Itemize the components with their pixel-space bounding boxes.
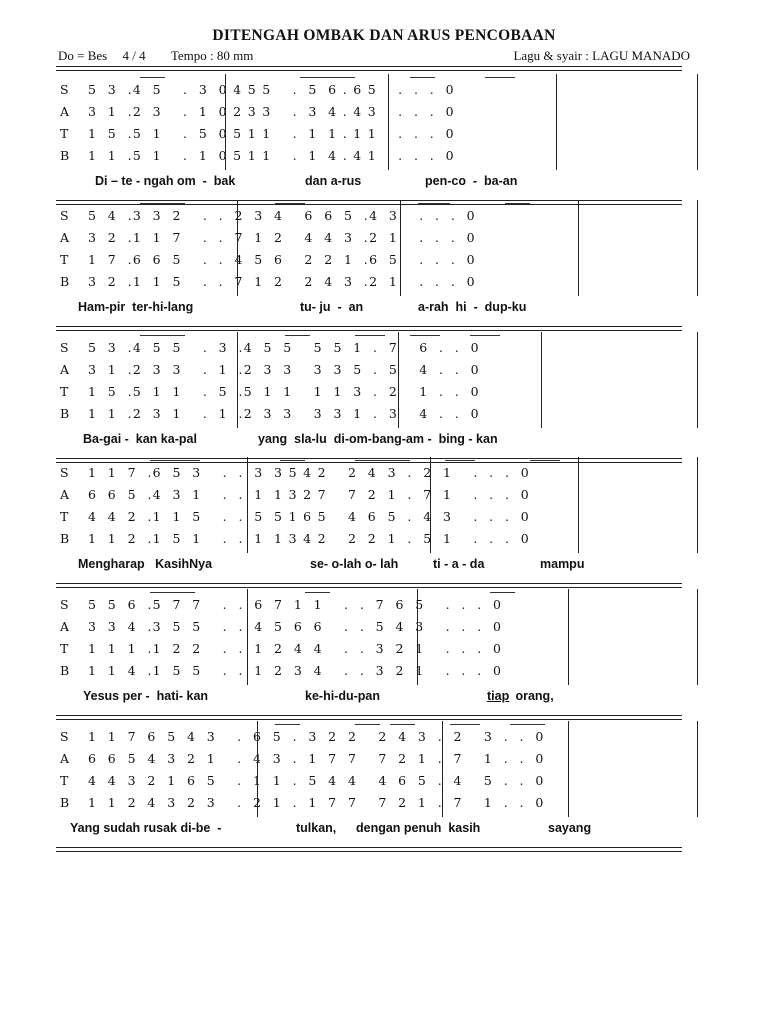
barline	[417, 589, 418, 685]
beam-mark	[280, 460, 305, 461]
voice-row-a	[0, 487, 768, 507]
barline	[578, 200, 579, 296]
lyric-segment: Di – te - ngah om - bak	[95, 174, 236, 188]
voice-row-b	[0, 406, 768, 426]
lyric-segment: yang sla-lu di-om-bang-am - bing - kan	[258, 432, 498, 446]
voice-label: A	[60, 751, 70, 766]
voice-label: B	[60, 531, 70, 546]
lyric-segment: ke-hi-du-pan	[305, 689, 380, 703]
voice-row-a	[0, 751, 768, 771]
beam-mark	[450, 724, 480, 725]
voice-row-b	[0, 795, 768, 815]
note-sequence: 1 7 .6 6 5 . . 4 5 6 2 2 1 .6 5 . . . 0	[88, 252, 476, 267]
voice-row-s	[0, 597, 768, 617]
barline	[442, 721, 443, 817]
note-sequence: 1 1 7 6 5 4 3 . 6 5 . 3 2 2 2 4 3 . 2 3 . . 0	[88, 729, 545, 744]
note-sequence: 5 5 6 .5 7 7 . . 6 7 1 1 . . 7 6 5 . . . 0	[88, 597, 503, 612]
tempo-marking: Tempo : 80 mm	[170, 48, 254, 63]
system-divider-rule	[56, 326, 682, 327]
voice-label: S	[60, 729, 69, 744]
system-divider-rule	[56, 847, 682, 848]
voice-row-b	[0, 663, 768, 683]
note-sequence: 5 4 .3 3 2 . . 2 3 4 6 6 5 .4 3 . . . 0	[88, 208, 476, 223]
voice-label: T	[60, 641, 69, 656]
barline	[247, 589, 248, 685]
note-sequence: 3 1 .2 3 3 . 1 .2 3 3 3 3 5 . 5 4 . . 0	[88, 362, 480, 377]
note-sequence: 1 1 2 .1 5 1 . . 1 1 3 4 2 2 2 1 . 5 1 . . . 0	[88, 531, 531, 546]
system-divider-rule	[56, 200, 682, 201]
voice-label: A	[60, 104, 70, 119]
voice-label: T	[60, 126, 69, 141]
song-credit: Lagu & syair : LAGU MANADO	[513, 48, 690, 63]
beam-mark	[510, 724, 545, 725]
note-sequence: 3 3 4 .3 5 5 . . 4 5 6 6 . . 5 4 3 . . . 0	[88, 619, 503, 634]
system-divider-rule	[56, 583, 682, 584]
note-sequence: 5 3 .4 5 5 . 3 .4 5 5 5 5 1 . 7 6 . . 0	[88, 340, 480, 355]
note-sequence: 1 1 4 .1 5 5 . . 1 2 3 4 . . 3 2 1 . . . 0	[88, 663, 503, 678]
beam-mark	[140, 335, 185, 336]
lyric-segment: orang,	[512, 689, 554, 703]
system-divider-rule	[56, 587, 682, 588]
lyric-segment: Yang sudah rusak di-be -	[70, 821, 222, 835]
barline	[247, 457, 248, 553]
lyric-line	[0, 174, 768, 194]
voice-row-a	[0, 230, 768, 250]
note-sequence: 6 6 5 4 3 2 1 . 4 3 . 1 7 7 7 2 1 . 7 1 . . 0	[88, 751, 545, 766]
beam-mark	[285, 335, 310, 336]
beam-mark	[150, 460, 200, 461]
barline	[225, 74, 226, 170]
lyric-line	[0, 300, 768, 320]
note-sequence: 1 5 .5 1 1 . 5 .5 1 1 1 1 3 . 2 1 . . 0	[88, 384, 480, 399]
voice-label: B	[60, 795, 70, 810]
voice-row-s	[0, 82, 768, 102]
voice-label: T	[60, 773, 69, 788]
beam-mark	[355, 724, 380, 725]
voice-row-s	[0, 208, 768, 228]
barline	[568, 721, 569, 817]
note-sequence: 4 4 2 .1 1 5 . . 5 5 1 6 5 4 6 5 . 4 3 . . . 0	[88, 509, 531, 524]
note-sequence: 3 2 .1 1 7 . . 7 1 2 4 4 3 .2 1 . . . 0	[88, 230, 476, 245]
voice-row-t	[0, 384, 768, 404]
lyric-segment: Yesus per - hati- kan	[83, 689, 209, 703]
lyric-segment: mampu	[540, 557, 585, 571]
beam-mark	[485, 77, 515, 78]
note-sequence: 1 1 1 .1 2 2 . . 1 2 4 4 . . 3 2 1 . . . 0	[88, 641, 503, 656]
voice-label: B	[60, 406, 70, 421]
note-sequence: 1 1 .5 1 . 1 0 5 1 1 . 1 4 . 4 1 . . . 0	[88, 148, 455, 163]
beam-mark	[445, 460, 475, 461]
note-sequence: 3 1 .2 3 . 1 0 2 3 3 . 3 4 . 4 3 . . . 0	[88, 104, 455, 119]
beam-mark	[505, 203, 530, 204]
lyric-segment: Ba-gai - kan ka-pal	[83, 432, 197, 446]
barline	[578, 457, 579, 553]
voice-row-t	[0, 641, 768, 661]
voice-row-s	[0, 465, 768, 485]
header-rule-bottom	[56, 70, 682, 71]
voice-row-s	[0, 340, 768, 360]
voice-label: B	[60, 148, 70, 163]
note-sequence: 1 5 .5 1 . 5 0 5 1 1 . 1 1 . 1 1 . . . 0	[88, 126, 455, 141]
lyric-segment: dan a-rus	[305, 174, 362, 188]
barline	[400, 200, 401, 296]
voice-row-a	[0, 619, 768, 639]
beam-mark	[355, 335, 385, 336]
lyric-segment: dengan penuh kasih	[356, 821, 481, 835]
system-end-barline	[697, 74, 698, 170]
note-sequence: 1 1 2 4 3 2 3 . 2 1 . 1 7 7 7 2 1 . 7 1 . . 0	[88, 795, 545, 810]
system-divider-rule	[56, 330, 682, 331]
lyric-segment: sayang	[548, 821, 592, 835]
voice-label: A	[60, 619, 70, 634]
voice-row-b	[0, 531, 768, 551]
beam-mark	[305, 592, 330, 593]
lyric-segment: tu- ju - an	[300, 300, 364, 314]
lyric-segment: Ham-pir ter-hi-lang	[78, 300, 194, 314]
system-end-barline	[697, 200, 698, 296]
voice-label: B	[60, 663, 70, 678]
barline	[556, 74, 557, 170]
voice-label: S	[60, 340, 69, 355]
barline	[237, 200, 238, 296]
beam-mark	[355, 460, 410, 461]
note-sequence: 1 1 7 .6 5 3 . . 3 3 5 4 2 2 4 3 . 2 1 . . . 0	[88, 465, 531, 480]
voice-label: S	[60, 465, 69, 480]
voice-row-t	[0, 773, 768, 793]
system-end-barline	[697, 721, 698, 817]
note-sequence: 6 6 5 .4 3 1 . . 1 1 3 2 7 7 2 1 . 7 1 . . . 0	[88, 487, 531, 502]
lyric-segment: se- o-lah o- lah	[310, 557, 399, 571]
barline	[568, 589, 569, 685]
voice-row-a	[0, 362, 768, 382]
barline	[237, 332, 238, 428]
key-signature: Do = Bes	[58, 48, 108, 63]
song-title: DITENGAH OMBAK DAN ARUS PENCOBAAN	[212, 27, 556, 44]
voice-label: S	[60, 597, 69, 612]
voice-row-a	[0, 104, 768, 124]
voice-label: T	[60, 509, 69, 524]
header-left	[58, 48, 253, 64]
lyric-line	[0, 557, 768, 577]
beam-mark	[300, 77, 355, 78]
beam-mark	[140, 77, 165, 78]
voice-row-b	[0, 148, 768, 168]
beam-mark	[275, 724, 300, 725]
voice-label: A	[60, 487, 70, 502]
time-signature: 4 / 4	[122, 48, 146, 63]
header-rule-top	[56, 66, 682, 67]
barline	[388, 74, 389, 170]
system-end-barline	[697, 589, 698, 685]
lyric-line	[0, 432, 768, 452]
lyric-segment: Mengharap KasihNya	[78, 557, 213, 571]
lyric-segment: a-rah hi - dup-ku	[418, 300, 527, 314]
barline	[257, 721, 258, 817]
note-sequence: 1 1 .2 3 1 . 1 .2 3 3 3 3 1 . 3 4 . . 0	[88, 406, 480, 421]
system-divider-rule	[56, 715, 682, 716]
voice-row-t	[0, 252, 768, 272]
voice-label: S	[60, 208, 69, 223]
beam-mark	[140, 203, 185, 204]
system-divider-rule	[56, 719, 682, 720]
system-divider-rule	[56, 462, 682, 463]
voice-label: A	[60, 230, 70, 245]
lyric-segment: tiap	[487, 689, 510, 703]
beam-mark	[150, 592, 195, 593]
voice-row-t	[0, 126, 768, 146]
beam-mark	[275, 203, 305, 204]
beam-mark	[410, 77, 435, 78]
voice-label: A	[60, 362, 70, 377]
lyric-line	[0, 689, 768, 709]
barline	[398, 332, 399, 428]
voice-label: T	[60, 384, 69, 399]
system-divider-rule	[56, 851, 682, 852]
beam-mark	[470, 335, 500, 336]
system-divider-rule	[56, 458, 682, 459]
lyric-segment: ti - a - da	[433, 557, 485, 571]
beam-mark	[490, 592, 515, 593]
beam-mark	[418, 203, 450, 204]
lyric-segment: pen-co - ba-an	[425, 174, 518, 188]
note-sequence: 4 4 3 2 1 6 5 . 1 1 . 5 4 4 4 6 5 . 4 5 . . 0	[88, 773, 545, 788]
voice-row-t	[0, 509, 768, 529]
system-divider-rule	[56, 204, 682, 205]
beam-mark	[530, 460, 560, 461]
voice-label: T	[60, 252, 69, 267]
voice-row-s	[0, 729, 768, 749]
beam-mark	[390, 724, 415, 725]
note-sequence: 5 3 .4 5 . 3 0 4 5 5 . 5 6 . 6 5 . . . 0	[88, 82, 455, 97]
beam-mark	[410, 335, 440, 336]
note-sequence: 3 2 .1 1 5 . . 7 1 2 2 4 3 .2 1 . . . 0	[88, 274, 476, 289]
lyric-segment: tulkan,	[296, 821, 337, 835]
voice-label: B	[60, 274, 70, 289]
barline	[430, 457, 431, 553]
voice-row-b	[0, 274, 768, 294]
system-end-barline	[697, 332, 698, 428]
lyric-line	[0, 821, 768, 841]
barline	[541, 332, 542, 428]
voice-label: S	[60, 82, 69, 97]
system-end-barline	[697, 457, 698, 553]
